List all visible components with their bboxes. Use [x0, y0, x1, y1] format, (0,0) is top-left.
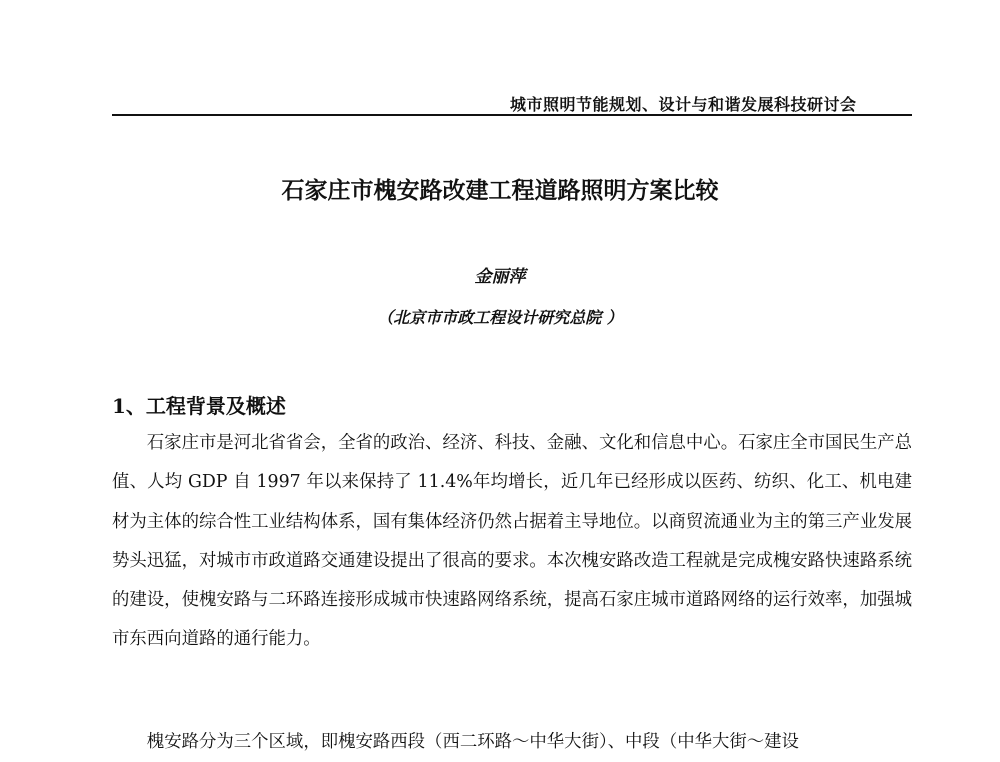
author-affiliation: （北京市市政工程设计研究总院 ） [377, 308, 623, 327]
body-paragraph: 石家庄市是河北省省会，全省的政治、经济、科技、金融、文化和信息中心。石家庄全市国民生产总值、人均 GDP 自 1997 年以来保持了 11.4%年均增长，近几年已经形成以医药、纺织、化工、机电建材为主体的综合性工业结构体系，国有集体经济仍然占据着主导地位。以商贸流通业为主的第三产业发展势头迅猛，对城市市政道路交通建设提出了很高的要求。本次槐安路改造工程就是完成槐安路快速路系统的建设，使槐安路与二环路连接形成城市快速路网络系统，提高石家庄城市道路网络的运行效率，加强城市东西向道路的通行能力。 [112, 433, 912, 650]
author-name: 金丽萍 [474, 267, 526, 287]
body-paragraph: 槐安路分为三个区域，即槐安路西段（西二环路～中华大街）、中段（中华大街～建设 [146, 732, 799, 752]
section-heading: 1、工程背景及概述 [112, 394, 286, 418]
header-rule [112, 114, 912, 116]
running-header: 城市照明节能规划、设计与和谐发展科技研讨会 [510, 95, 857, 114]
paper-title: 石家庄市槐安路改建工程道路照明方案比较 [281, 177, 719, 204]
